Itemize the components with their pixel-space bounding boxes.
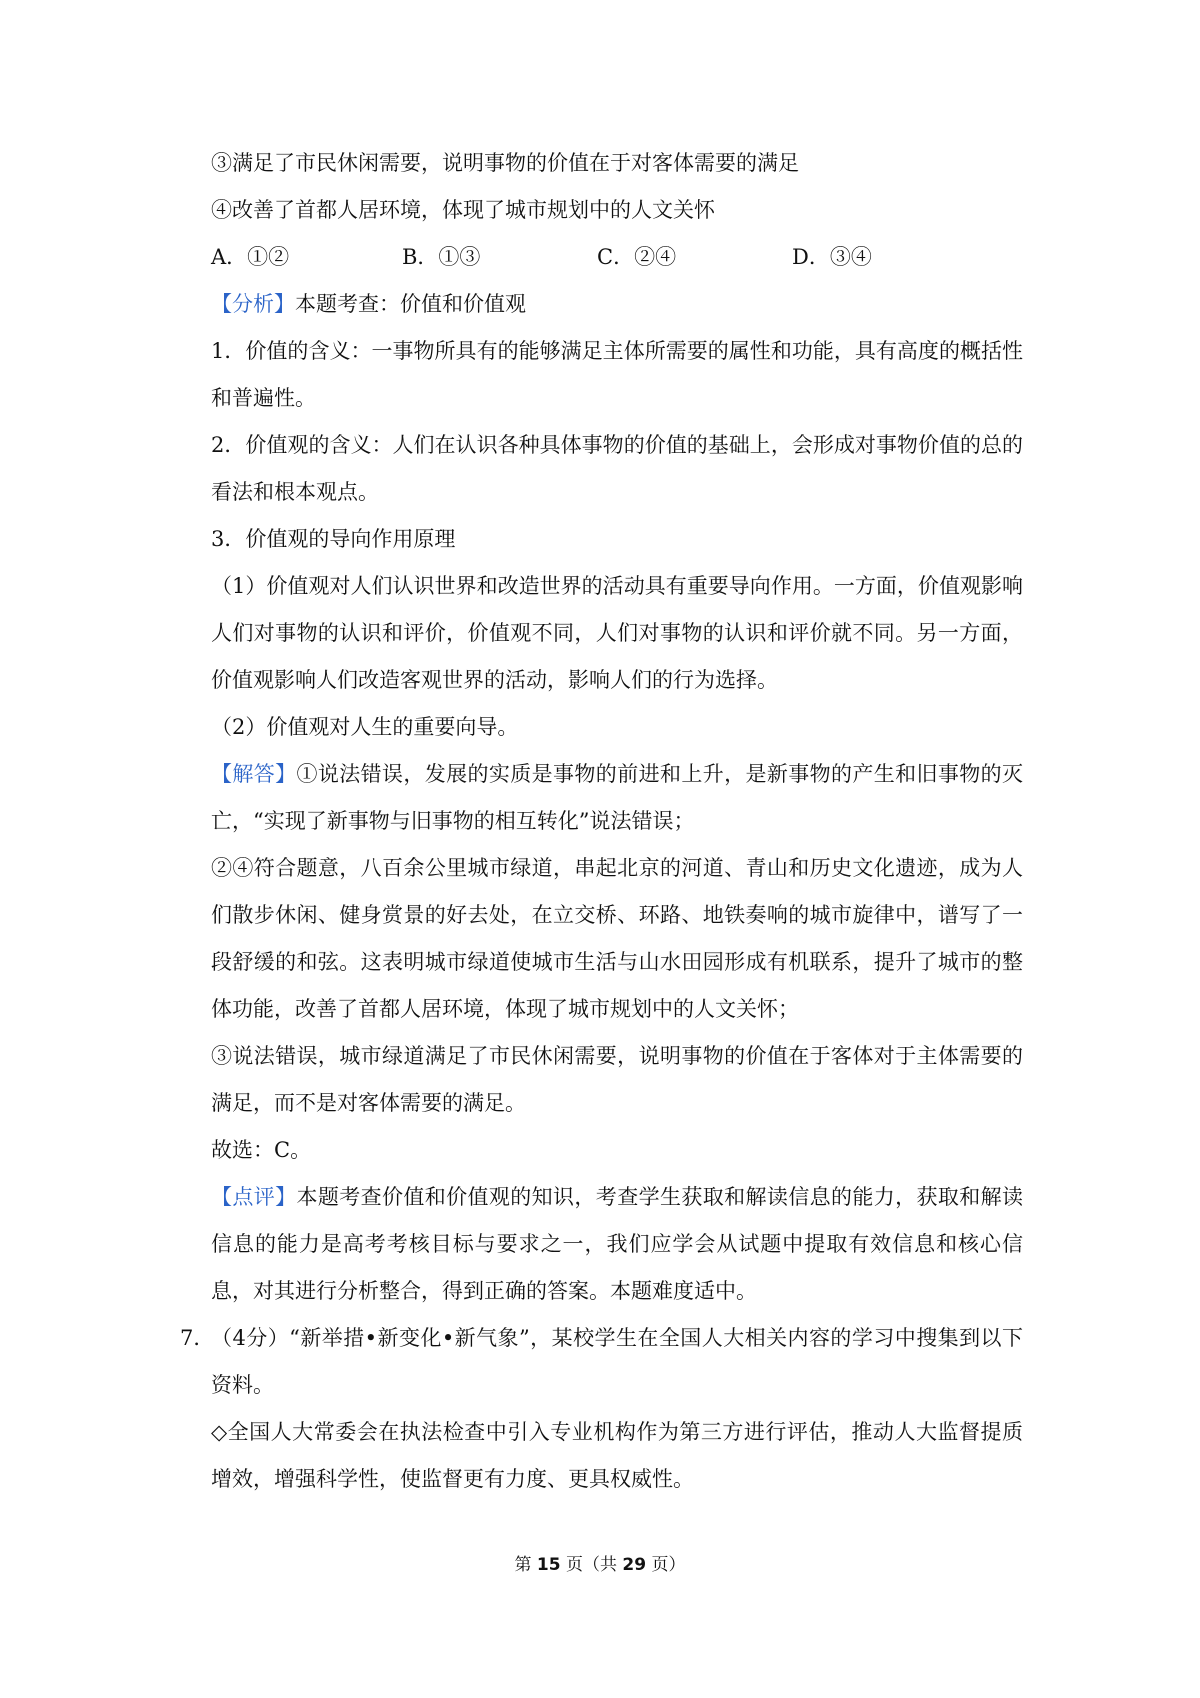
answer-paragraph-1 <box>211 751 1023 845</box>
page-footer <box>0 1553 1200 1577</box>
analysis-point-3: 3．价值观的导向作用原理 <box>211 527 456 551</box>
analysis-point-3-2: （2）价值观对人生的重要向导。 <box>211 715 519 739</box>
answer-tag: 【解答】 <box>211 762 297 786</box>
choice-c: C．②④ <box>597 245 677 269</box>
comment-tag: 【点评】 <box>211 1185 297 1209</box>
footer-page-number: 15 <box>536 1555 561 1575</box>
analysis-heading <box>211 281 1023 328</box>
choice-b: B．①③ <box>402 245 481 269</box>
comment-text: 本题考查价值和价值观的知识，考查学生获取和解读信息的能力，获取和解读信息的能力是高考考核目标与要求之一，我们应学会从试题中提取有效信息和核心信息，对其进行分析整合，得到正确的答案。本题难度适中。 <box>211 1185 1023 1303</box>
comment-paragraph <box>211 1174 1023 1315</box>
question-material-1: ◇全国人大常委会在执法检查中引入专业机构作为第三方进行评估，推动人大监督提质增效，增强科学性，使监督更有力度、更具权威性。 <box>211 1420 1023 1491</box>
answer-paragraph-2: ②④符合题意，八百余公里城市绿道，串起北京的河道、青山和历史文化遗迹，成为人们散步休闲、健身赏景的好去处，在立交桥、环路、地铁奏响的城市旋律中，谱写了一段舒缓的和弦。这表明城市绿道使城市生活与山水田园形成有机联系，提升了城市的整体功能，改善了首都人居环境，体现了城市规划中的人文关怀； <box>211 856 1023 1021</box>
question-stem: （4分）“新举措•新变化•新气象”，某校学生在全国人大相关内容的学习中搜集到以下资料。 <box>211 1326 1023 1397</box>
footer-middle: 页（共 <box>566 1555 617 1575</box>
statement-4: ④改善了首都人居环境，体现了城市规划中的人文关怀 <box>211 198 715 222</box>
question-7 <box>0 1315 1200 1409</box>
answer-text-1: ①说法错误，发展的实质是事物的前进和上升，是新事物的产生和旧事物的灭亡，“实现了新事物与旧事物的相互转化”说法错误； <box>211 762 1023 833</box>
choice-d: D．③④ <box>792 245 872 269</box>
analysis-point-2: 2．价值观的含义：人们在认识各种具体事物的价值的基础上，会形成对事物价值的总的看法和根本观点。 <box>211 433 1023 504</box>
answer-selection: 故选：C。 <box>211 1138 312 1162</box>
footer-prefix: 第 <box>514 1555 532 1575</box>
answer-paragraph-3: ③说法错误，城市绿道满足了市民休闲需要，说明事物的价值在于客体对于主体需要的满足，而不是对客体需要的满足。 <box>211 1044 1023 1115</box>
analysis-tag: 【分析】 <box>211 292 295 316</box>
question-number: 7． <box>180 1326 215 1350</box>
analysis-point-3-1: （1）价值观对人们认识世界和改造世界的活动具有重要导向作用。一方面，价值观影响人们对事物的认识和评价，价值观不同，人们对事物的认识和评价就不同。另一方面，价值观影响人们改造客观世界的活动，影响人们的行为选择。 <box>211 574 1023 692</box>
analysis-point-1: 1．价值的含义：一事物所具有的能够满足主体所需要的属性和功能，具有高度的概括性和普遍性。 <box>211 339 1023 410</box>
choice-a: A．①② <box>211 245 290 269</box>
analysis-intro: 本题考查：价值和价值观 <box>295 292 526 316</box>
answer-choices <box>211 234 1023 281</box>
footer-suffix: 页） <box>651 1555 686 1575</box>
statement-3: ③满足了市民休闲需要，说明事物的价值在于对客体需要的满足 <box>211 151 799 175</box>
footer-total-pages: 29 <box>622 1555 647 1575</box>
page-content <box>0 140 1200 1503</box>
